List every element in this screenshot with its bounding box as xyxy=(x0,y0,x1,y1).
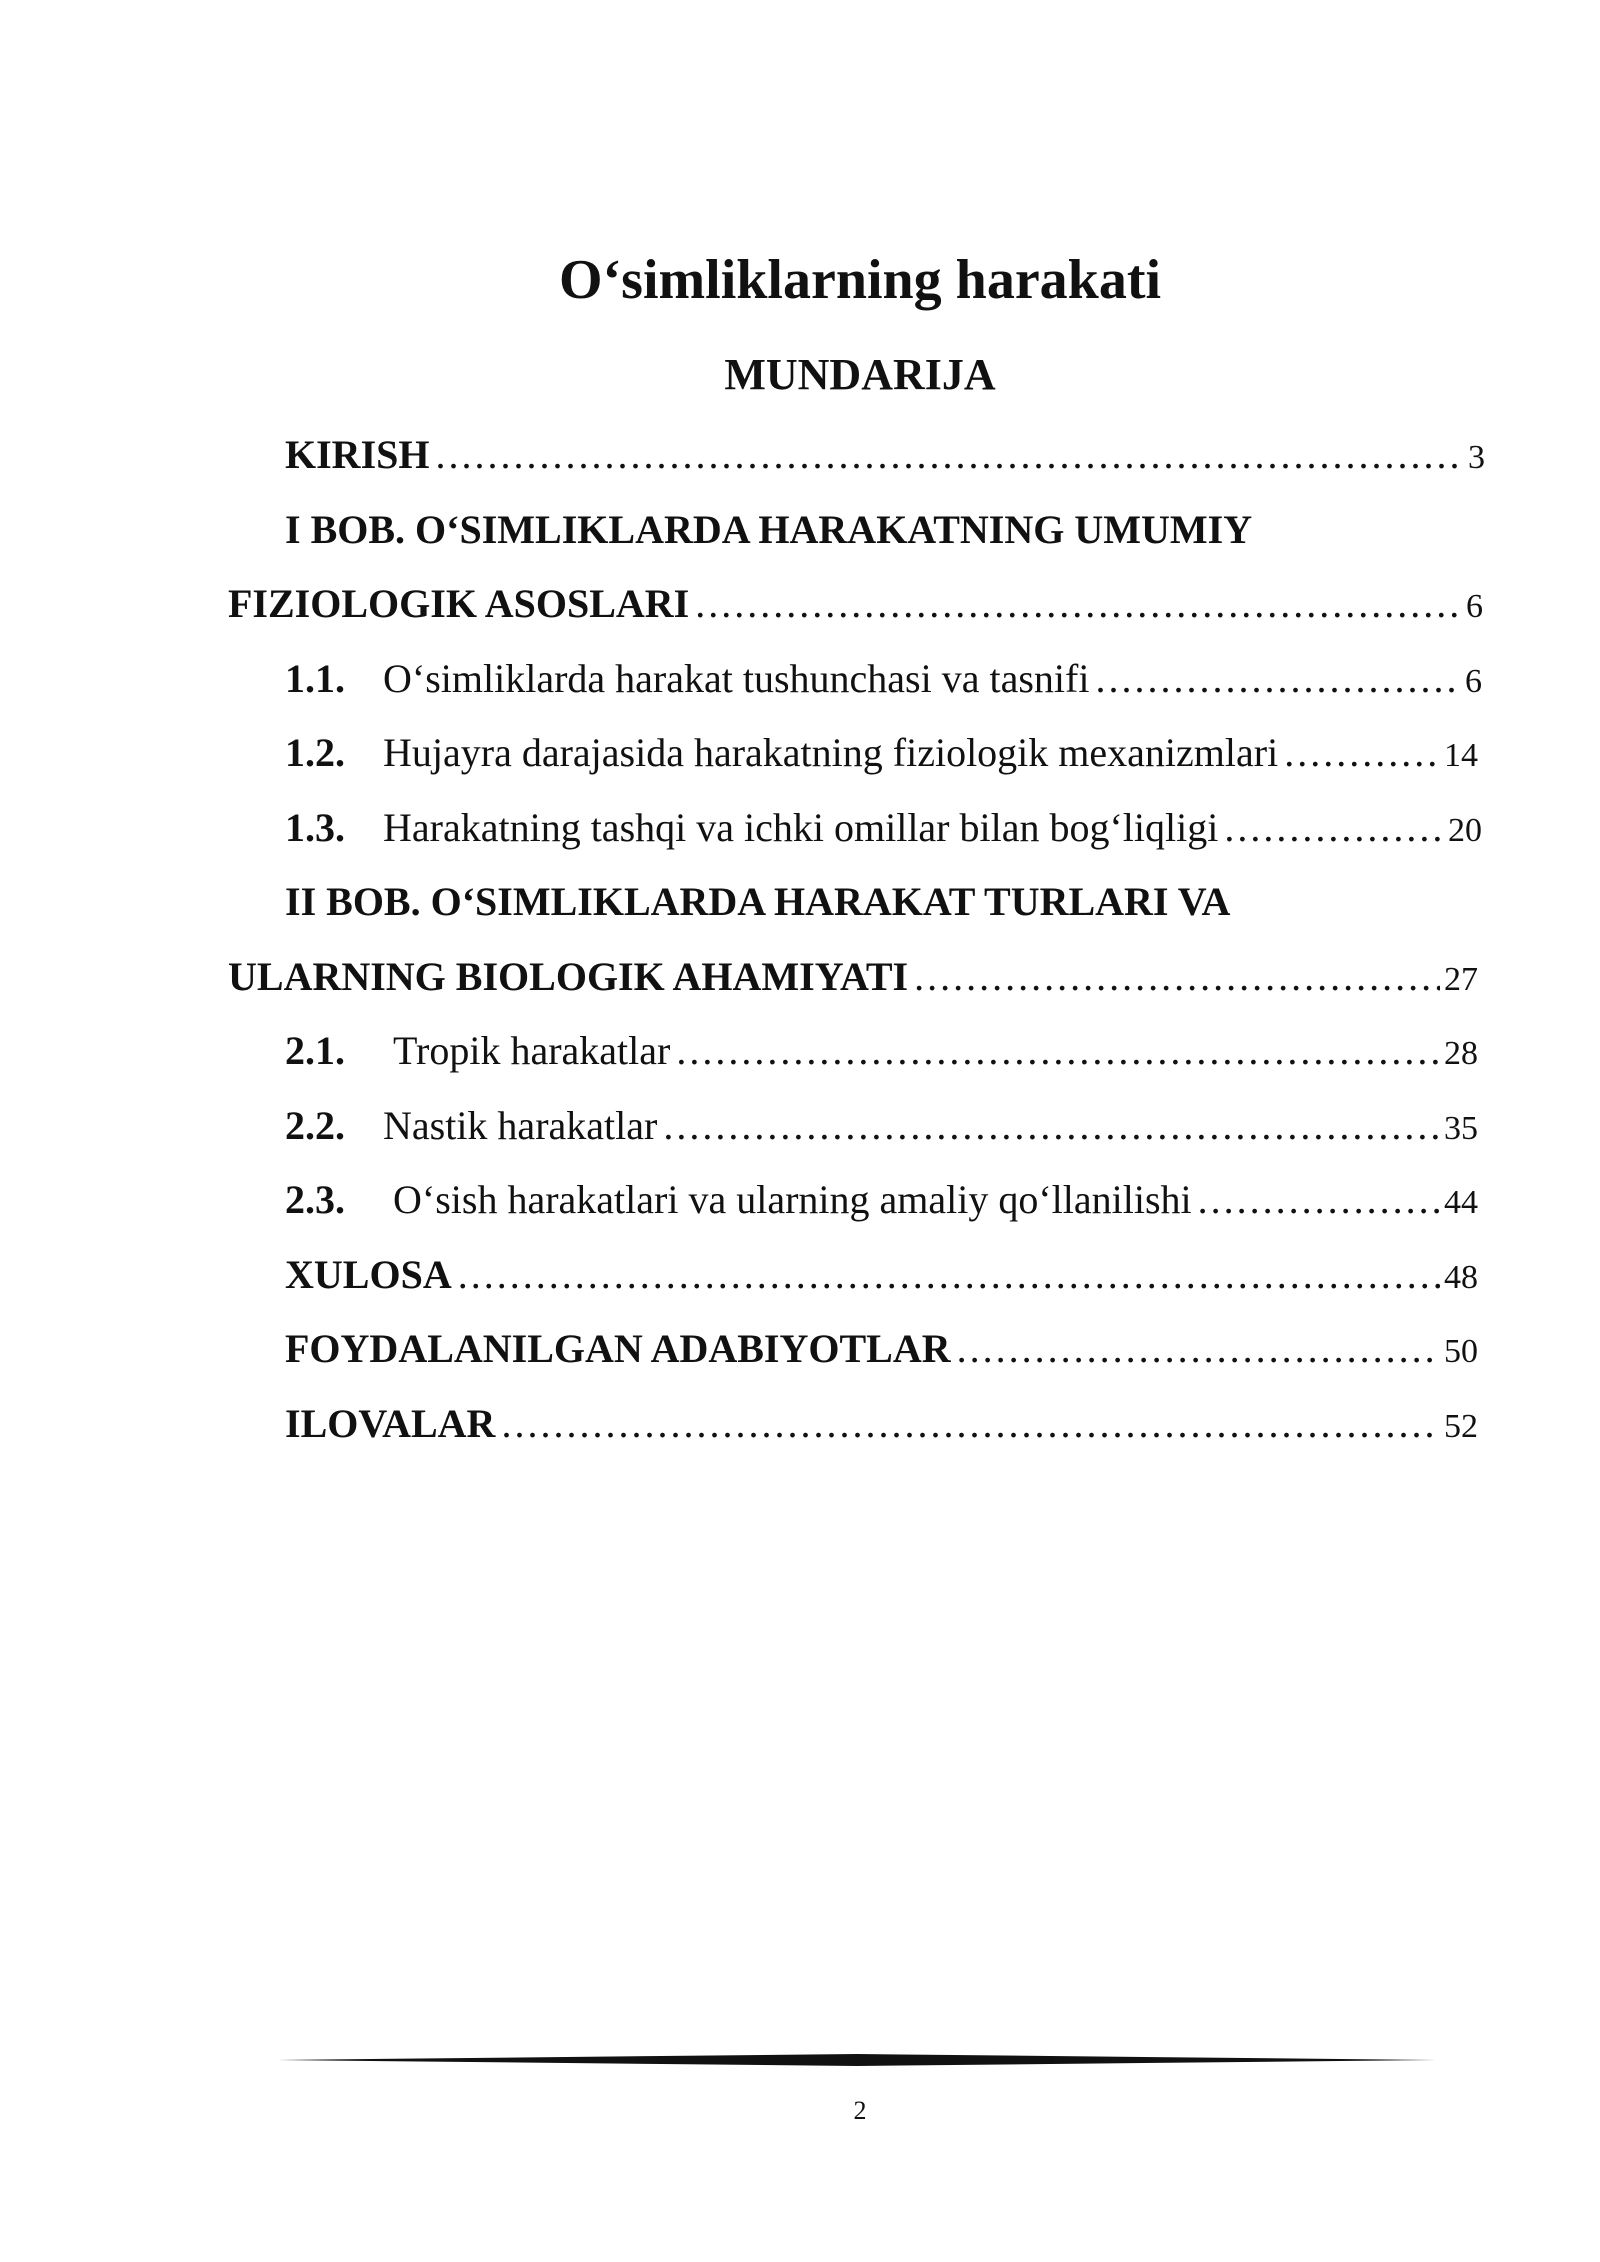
toc-section-number: 1.3. xyxy=(285,805,345,850)
dot-leader xyxy=(914,947,1440,1007)
dot-leader xyxy=(676,1021,1440,1081)
toc-page-number: 14 xyxy=(1444,737,1478,774)
toc-entry-2-1[interactable] xyxy=(285,1021,1478,1081)
toc-entry-adabiyotlar[interactable] xyxy=(285,1319,1478,1379)
toc-entry-1-3[interactable] xyxy=(285,798,1482,858)
dot-leader xyxy=(695,574,1462,634)
toc-heading: MUNDARIJA xyxy=(724,350,996,399)
toc-entry-1-1[interactable] xyxy=(285,649,1482,709)
toc-page-number: 3 xyxy=(1468,439,1485,476)
toc-page-number: 35 xyxy=(1444,1110,1478,1147)
toc-page-number: 27 xyxy=(1444,961,1478,998)
toc-page-number: 44 xyxy=(1444,1184,1478,1221)
dot-leader xyxy=(501,1394,1440,1454)
toc-section-number: 2.1. xyxy=(285,1028,345,1073)
toc-section-number: 1.2. xyxy=(285,730,345,775)
toc-entry-1-2[interactable] xyxy=(285,723,1478,783)
toc-chapter-title-cont: FIZIOLOGIK ASOSLARI xyxy=(228,581,690,626)
dot-leader xyxy=(1224,798,1444,858)
toc-chapter-2-line-2[interactable] xyxy=(228,947,1478,1007)
toc-section-number: 1.1. xyxy=(285,656,345,701)
toc-chapter-title: II BOB. O‘SIMLIKLARDA HARAKAT TURLARI VA xyxy=(285,879,1231,924)
toc-entry-ilovalar[interactable] xyxy=(285,1394,1478,1454)
toc-section-number: 2.2. xyxy=(285,1103,345,1148)
toc-section-number: 2.3. xyxy=(285,1177,345,1222)
toc-entry-label: FOYDALANILGAN ADABIYOTLAR xyxy=(285,1326,951,1371)
toc-chapter-1-line-1[interactable] xyxy=(285,500,1485,560)
toc-page-number: 20 xyxy=(1448,812,1482,849)
dot-leader xyxy=(458,1245,1440,1305)
toc-entry-label: O‘sish harakatlari va ularning amaliy qo‘llanilishi xyxy=(393,1177,1192,1222)
page-number: 2 xyxy=(853,2096,867,2125)
toc-entry-label: KIRISH xyxy=(285,432,430,477)
dot-leader xyxy=(1284,723,1440,783)
toc-chapter-1-line-2[interactable] xyxy=(228,574,1483,634)
dot-leader xyxy=(1095,649,1461,709)
toc-entry-label: ILOVALAR xyxy=(285,1401,496,1446)
dot-leader xyxy=(663,1096,1440,1156)
toc-entry-label: Nastik harakatlar xyxy=(383,1103,658,1148)
page-title: O‘simliklarning harakati xyxy=(558,249,1162,311)
dot-leader xyxy=(1198,1170,1440,1230)
toc-entry-2-3[interactable] xyxy=(285,1170,1478,1230)
toc-page-number: 48 xyxy=(1444,1259,1478,1296)
dot-leader xyxy=(957,1319,1440,1379)
toc-chapter-title: I BOB. O‘SIMLIKLARDA HARAKATNING UMUMIY xyxy=(285,507,1253,552)
toc-entry-label: O‘simliklarda harakat tushunchasi va tasnifi xyxy=(383,656,1090,701)
toc-entry-2-2[interactable] xyxy=(285,1096,1478,1156)
toc-page-number: 50 xyxy=(1444,1333,1478,1370)
dot-leader xyxy=(436,425,1465,485)
toc-entry-label: XULOSA xyxy=(285,1252,452,1297)
toc-page-number: 52 xyxy=(1444,1408,1478,1445)
footer-divider xyxy=(278,2052,1436,2068)
toc-entry-label: Hujayra darajasida harakatning fiziologik mexanizmlari xyxy=(383,730,1279,775)
toc-entry-xulosa[interactable] xyxy=(285,1245,1478,1305)
toc-entry-label: Tropik harakatlar xyxy=(393,1028,671,1073)
toc-page-number: 28 xyxy=(1444,1035,1478,1072)
toc-page-number: 6 xyxy=(1465,663,1482,700)
toc-chapter-title-cont: ULARNING BIOLOGIK AHAMIYATI xyxy=(228,954,909,999)
toc-chapter-2-line-1[interactable] xyxy=(285,872,1485,932)
toc-entry-kirish[interactable] xyxy=(285,425,1485,485)
toc-page-number: 6 xyxy=(1466,588,1483,625)
toc-entry-label: Harakatning tashqi va ichki omillar bilan bog‘liqligi xyxy=(383,805,1219,850)
